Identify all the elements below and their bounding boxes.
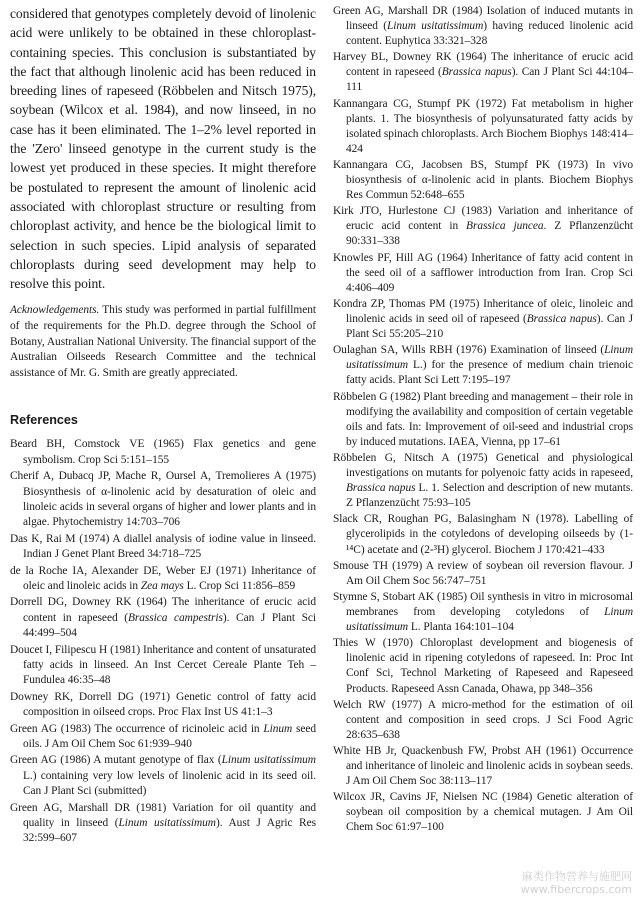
- reference-list-left: [10, 437, 316, 846]
- reference-text: Thies W (1970) Chloroplast development and biogenesis of linolenic acid in ripening cotyledons of rapeseed. In: Proc Int Conf Sci, Technol Marketing of Rapeseed and Rapeseed Products. Rapeseed Assn Canada, Ohawa, pp 348–356: [333, 637, 633, 695]
- reference-entry: [333, 390, 633, 450]
- reference-text: Röbbelen G (1982) Plant breeding and management – their role in modifying the availability and composition of certain vegetable oils and fats. In: Improvement of oil-seed and industrial crops by induced mutations. IAEA, Vienna, pp 17–61: [333, 390, 633, 448]
- watermark-chinese-text: 麻类作物营养与施肥网: [522, 870, 632, 883]
- reference-text: Wilcox JR, Cavins JF, Nielsen NC (1984) Genetic alteration of soybean oil composition by a chemical mutagen. J Am Oil Chem Soc 61:97–100: [333, 791, 633, 834]
- reference-text: Oulaghan SA, Wills RBH (1976) Examination of linseed (: [333, 344, 605, 357]
- acknowledgements-text: This study was performed in partial fulfillment of the requirements for the Ph.D. degree through the School of Botany, Australian National University. The financial support of the Australian Oilseeds Research Committee and the technical assistance of Mr. G. Smith are greatly appreciated.: [10, 304, 316, 379]
- acknowledgements-lead: Acknowledgements.: [10, 304, 100, 317]
- reference-entry: [333, 451, 633, 511]
- reference-text-tail: L. Planta 164:101–104: [408, 621, 514, 634]
- reference-entry: [10, 801, 316, 847]
- reference-text-tail: ). Can J Plant Sci 44:104–111: [346, 66, 634, 94]
- reference-text-tail: seed oils. J Am Oil Chem Soc 61:939–940: [23, 722, 317, 750]
- reference-text: Green AG (1983) The occurrence of ricinoleic acid in: [10, 722, 264, 735]
- discussion-paragraph: considered that genotypes completely devoid of linolenic acid were unlikely to be obtained in these chloroplast-containing species. This conclusion is substantiated by the fact that although linolenic acid has been reduced in breeding lines of rapeseed (Röbbelen and Nitsch 1975), soybean (Wilcox et al. 1984), and now linseed, in no case has it been eliminated. The 1–2% level reported in the 'Zero' linseed genotype in the current study is the lowest yet produced in these species. It might therefore be postulated to represent the amount of linolenic acid associated with chloroplast structure or resulting from chloroplast activity, and hence be the biological limit to selection in such species. Lipid analysis of separated chloroplasts during seed development may help to resolve this point.: [10, 6, 316, 292]
- reference-text-tail: . Z Pflanzenzücht 90:331–338: [346, 220, 634, 248]
- reference-taxon: Linum: [263, 722, 293, 735]
- reference-text: Doucet I, Filipescu H (1981) Inheritance and content of unsaturated fatty acids in linseed. An Inst Cercet Cereale Plante Teh – Fundulea 46:35–48: [10, 643, 316, 686]
- reference-text: Kirk JTO, Hurlestone CJ (1983) Variation and inheritance of erucic acid content in: [333, 205, 633, 233]
- reference-entry: [333, 4, 633, 49]
- reference-taxon: Linum usitatissimum: [346, 606, 633, 634]
- reference-text: Kannangara CG, Jacobsen BS, Stumpf PK (1973) In vivo biosynthesis of α-linolenic acid in plants. Biochem Biophys Res Commun 52:648–655: [333, 159, 633, 202]
- reference-entry: [333, 297, 633, 342]
- reference-text: Downey RK, Dorrell DG (1971) Genetic control of fatty acid composition in oilseed crops. Proc Flax Inst US 41:1–3: [10, 690, 316, 718]
- reference-entry: [333, 251, 633, 296]
- reference-text: Dorrell DG, Downey RK (1964) The inheritance of erucic acid content in rapeseed (: [10, 596, 316, 624]
- left-column: [10, 4, 316, 848]
- reference-entry: [333, 204, 633, 249]
- reference-entry: [333, 744, 633, 789]
- reference-text: Slack CR, Roughan PG, Balasingham N (1978). Labelling of glycerolipids in the cotyledons of developing oilseeds by (1-¹⁴C) acetate and (2-³H) glycerol. Biochem J 170:421–433: [333, 513, 633, 556]
- reference-entry: [10, 437, 316, 467]
- reference-entry: [333, 636, 633, 696]
- reference-list-right: [333, 4, 633, 836]
- reference-taxon: Linum usitatissimum: [221, 754, 316, 767]
- reference-text-tail: L. 1. Selection and description of new mutants. Z Pflanzenzücht 75:93–105: [346, 482, 634, 510]
- right-column: [333, 4, 633, 837]
- reference-text-tail: L. Crop Sci 11:856–859: [183, 579, 296, 592]
- watermark-url: www.fibercrops.com: [520, 883, 632, 896]
- reference-entry: [333, 790, 633, 835]
- reference-taxon: Linum usitatissimum: [346, 344, 633, 372]
- reference-text: Green AG, Marshall DR (1981) Variation for oil quantity and quality in linseed (: [10, 801, 316, 829]
- reference-entry: [10, 595, 316, 641]
- reference-entry: [10, 469, 316, 530]
- reference-entry: [10, 722, 316, 752]
- reference-entry: [10, 753, 316, 799]
- reference-text: Smouse TH (1979) A review of soybean oil reversion flavour. J Am Oil Chem Soc 56:747–751: [333, 559, 633, 587]
- reference-entry: [333, 512, 633, 557]
- references-heading: References: [10, 413, 78, 428]
- reference-taxon: Linum usitatissimum: [387, 20, 484, 33]
- reference-text: Kannangara CG, Stumpf PK (1972) Fat metabolism in higher plants. 1. The biosynthesis of polyunsaturated fatty acids by isolated spinach chloroplasts. Arch Biochem Biophys 148:414–424: [333, 97, 633, 155]
- reference-text-tail: ). Can J Plant Sci 44:499–504: [23, 611, 317, 639]
- reference-taxon: Brassica napus: [346, 482, 416, 495]
- reference-text: Beard BH, Comstock VE (1965) Flax genetics and gene symbolism. Crop Sci 5:151–155: [10, 438, 316, 466]
- reference-entry: [10, 690, 316, 720]
- reference-text: Röbbelen G, Nitsch A (1975) Genetical and physiological investigations on mutants for polyenoic fatty acids in rapeseed,: [333, 452, 633, 480]
- reference-text-tail: ) having reduced linolenic acid content. Euphytica 33:321–328: [346, 20, 633, 48]
- reference-entry: [10, 643, 316, 689]
- reference-entry: [333, 590, 633, 635]
- reference-entry: [333, 559, 633, 589]
- reference-text: Green AG (1986) A mutant genotype of flax (: [10, 754, 222, 767]
- reference-entry: [10, 564, 316, 594]
- reference-text-tail: ). Can J Plant Sci 55:205–210: [346, 313, 633, 341]
- reference-entry: [333, 50, 633, 95]
- reference-text: Knowles PF, Hill AG (1964) Inheritance of fatty acid content in the seed oil of a safflower introduction from Iran. Crop Sci 4:406–409: [333, 251, 633, 294]
- reference-text: White HB Jr, Quackenbush FW, Probst AH (1961) Occurrence and inheritance of linoleic and linolenic acids in soybean seeds. J Am Oil Chem Soc 38:113–117: [333, 745, 633, 788]
- reference-taxon: Brassica juncea: [466, 220, 544, 233]
- reference-text: Cherif A, Dubacq JP, Mache R, Oursel A, Tremolieres A (1975) Biosynthesis of α-linolenic acid by desaturation of oleic and linoleic acids in several organs of higher and lower plants and in algae. Phytochemistry 14:703–706: [10, 470, 316, 528]
- acknowledgements: [10, 303, 316, 381]
- reference-entry: [333, 698, 633, 743]
- reference-text-tail: L.) containing very low levels of linolenic acid in its seed oil. Can J Plant Sci (submitted): [23, 769, 316, 797]
- reference-entry: [10, 532, 316, 562]
- reference-text-tail: ). Aust J Agric Res 32:599–607: [23, 816, 316, 844]
- reference-text-tail: L.) for the presence of medium chain trienoic fatty acids. Plant Sci Lett 7:195–197: [346, 359, 633, 387]
- site-watermark: [521, 870, 632, 896]
- reference-taxon: Brassica napus: [526, 313, 597, 326]
- reference-taxon: Brassica campestris: [127, 611, 223, 624]
- reference-text: Stymne S, Stobart AK (1985) Oil synthesis in vitro in microsomal membranes from developing cotyledons of: [333, 591, 633, 619]
- reference-text: de la Roche IA, Alexander DE, Weber EJ (1971) Inheritance of oleic and linoleic acids in: [10, 564, 316, 592]
- reference-text: Harvey BL, Downey RK (1964) The inheritance of erucic acid content in rapeseed (: [333, 51, 633, 79]
- reference-text: Das K, Rai M (1974) A diallel analysis of iodine value in linseed. Indian J Genet Plant Breed 34:718–725: [10, 532, 316, 560]
- reference-text: Kondra ZP, Thomas PM (1975) Inheritance of oleic, linoleic and linolenic acids in seed oil of rapeseed (: [333, 298, 633, 326]
- reference-taxon: Linum usitatissimum: [118, 816, 216, 829]
- reference-taxon: Zea mays: [140, 579, 184, 592]
- reference-entry: [333, 158, 633, 203]
- reference-entry: [333, 97, 633, 157]
- reference-taxon: Brassica napus: [441, 66, 512, 79]
- reference-text: Welch RW (1977) A micro-method for the estimation of oil content and composition in seed crops. J Sci Food Agric 28:635–638: [333, 698, 633, 741]
- reference-text: Green AG, Marshall DR (1984) Isolation of induced mutants in linseed (: [333, 5, 633, 33]
- reference-entry: [333, 343, 633, 388]
